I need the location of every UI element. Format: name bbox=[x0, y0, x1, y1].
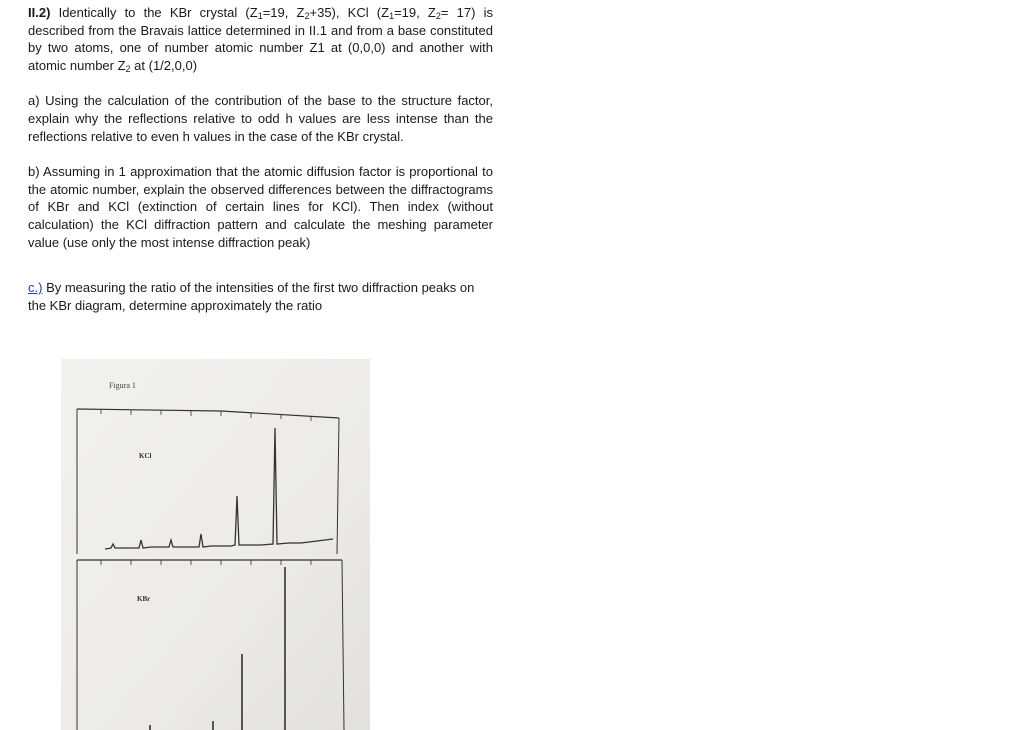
problem-text-column bbox=[28, 4, 493, 332]
subscript: 2 bbox=[304, 11, 310, 21]
diffractogram-figure bbox=[61, 359, 370, 730]
intro-text-3: +35), KCl (Z bbox=[309, 5, 390, 20]
intro-text-1: Identically to the KBr crystal (Z bbox=[50, 5, 258, 20]
part-a: a) Using the calculation of the contribution of the base to the structure factor, explain why the reflections relative to odd h values are less intense than the reflections relative to even h values in the case of the KBr crystal. bbox=[28, 93, 493, 144]
kbr-label: KBr bbox=[137, 595, 151, 603]
subscript: 2 bbox=[125, 63, 131, 74]
problem-heading: II.2) bbox=[28, 5, 51, 20]
part-c-link[interactable]: c.) bbox=[28, 280, 43, 296]
figure-caption: Figura 1 bbox=[109, 381, 136, 390]
kcl-label: KCl bbox=[139, 452, 152, 460]
part-c-text: By measuring the ratio of the intensities of the first two diffraction peaks on the KBr diagram, determine approximately the ratio bbox=[28, 280, 475, 313]
subscript: 1 bbox=[257, 11, 263, 21]
subscript: 1 bbox=[389, 11, 395, 21]
intro-text-5: = 17) is described from the Bravais lattice determined in II.1 and from a base constituted by two atoms, one of number atomic number Z1 at (0,0,0) and another with atomic number Z bbox=[28, 5, 493, 73]
subscript: 2 bbox=[435, 11, 441, 21]
problem-intro bbox=[28, 4, 493, 74]
intro-text-2: =19, Z bbox=[262, 5, 305, 20]
diffractogram-photo bbox=[61, 359, 370, 730]
intro-text-6: at (1/2,0,0) bbox=[130, 57, 198, 73]
part-b: b) Assuming in 1 approximation that the atomic diffusion factor is proportional to the atomic number, explain the observed differences between the diffractograms of KBr and KCl (extinction of certain lines for KCl). Then index (without calculation) the KCl diffraction pattern and calculate the meshing parameter value (use only the most intense diffraction peak) bbox=[28, 164, 493, 250]
intro-text-4: =19, Z bbox=[394, 5, 436, 20]
paper-background bbox=[61, 359, 370, 730]
part-c bbox=[28, 279, 493, 314]
